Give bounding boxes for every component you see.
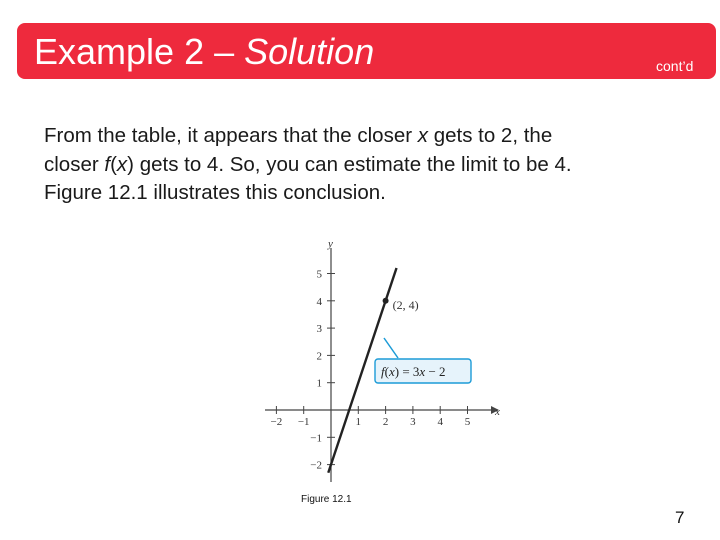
continued-label: cont’d [656, 58, 694, 74]
title-main: Example 2 – [34, 31, 245, 72]
body-line-1-var: x [417, 124, 428, 147]
y-tick-label: −2 [310, 459, 322, 472]
figure-graph [255, 232, 515, 492]
body-line-1-a: From the table, it appears that the closer [44, 124, 418, 147]
body-text [44, 122, 704, 208]
body-line-2-b: ( [110, 152, 117, 176]
y-tick-label: 5 [316, 268, 322, 281]
body-line-2 [44, 151, 704, 180]
highlight-point [383, 298, 389, 304]
body-line-1-b: gets to 2, the [428, 124, 553, 147]
body-line-3: Figure 12.1 illustrates this conclusion. [44, 181, 386, 204]
x-tick-label: 1 [355, 416, 362, 428]
title-italic: Solution [244, 31, 375, 72]
x-tick-label: −1 [297, 416, 310, 428]
y-axis-label: y [328, 238, 333, 250]
x-tick-label: −2 [270, 416, 283, 428]
body-line-1 [44, 122, 704, 151]
callout-leader [384, 338, 398, 358]
point-label: (2, 4) [392, 297, 419, 312]
figure-caption: Figure 12.1 [301, 494, 352, 505]
y-tick-label: 1 [316, 377, 322, 390]
body-line-2-a: closer [44, 152, 105, 176]
y-tick-label: 2 [316, 350, 322, 363]
body-line-2-var: x [116, 152, 128, 176]
y-tick-label: 3 [316, 323, 322, 336]
y-tick-label: −1 [310, 432, 322, 445]
x-axis-label: x [495, 406, 500, 418]
body-line-2-c: ) gets to 4. So, you can estimate the limit to be 4. [127, 152, 572, 176]
slide-title [34, 31, 374, 73]
y-tick-label: 4 [316, 295, 322, 308]
body-line-2-func: f [104, 152, 111, 176]
x-tick-label: 4 [437, 416, 443, 428]
function-label: f(x) = 3x − 2 [381, 364, 446, 379]
page-number: 7 [675, 508, 685, 527]
x-tick-label: 2 [382, 416, 389, 428]
x-tick-label: 3 [410, 416, 416, 428]
x-tick-label: 5 [464, 416, 471, 428]
